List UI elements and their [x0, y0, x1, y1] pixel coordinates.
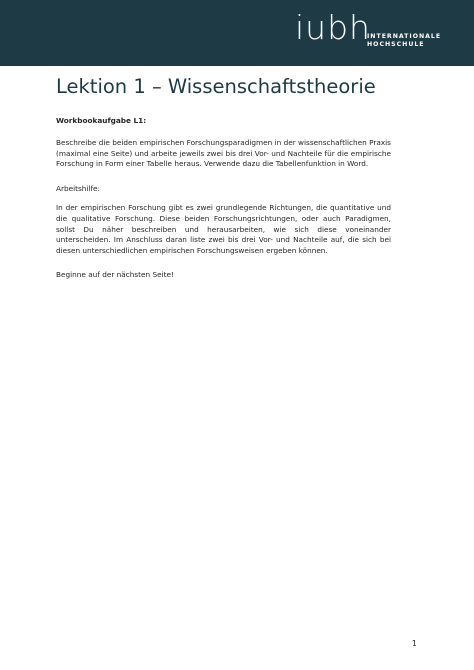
help-description: In der empirischen Forschung gibt es zwei grundlegende Richtungen, die quantitative und die qualitative Forschung. Diese beiden Forschungsrichtungen, oder auch Paradigmen, sollst Du näher beschreiben und herausarbeiten, wie sich diese voneinander unterscheiden. Im Anschluss daran liste zwei bis drei Vor- und Nachteile auf, die sich bei diesen unterschiedlichen empirischen Forschungsweisen ergeben können. — [56, 202, 391, 256]
document-body — [56, 116, 391, 294]
iubh-logo — [295, 8, 442, 52]
logo-subline-hochschule: HOCHSCHULE — [367, 41, 425, 48]
page-header — [0, 0, 474, 66]
page-title: Lektion 1 – Wissenschaftstheorie — [56, 75, 376, 98]
page-number: 1 — [412, 639, 417, 648]
logo-subline-internationale: INTERNATIONALE — [367, 33, 442, 40]
help-label: Arbeitshilfe: — [56, 184, 100, 194]
closing-note: Beginne auf der nächsten Seite! — [56, 269, 174, 279]
task-description: Beschreibe die beiden empirischen Forschungsparadigmen in der wissenschaftlichen Praxis (maximal eine Seite) und arbeite jeweils zwei bis drei Vor- und Nachteile für die empirische Forschung in Form einer Tabelle heraus. Verwende dazu die Tabellenfunktion in Word. — [56, 137, 391, 169]
logo-wordmark: iubh — [295, 8, 371, 47]
task-label: Workbookaufgabe L1: — [56, 116, 147, 125]
